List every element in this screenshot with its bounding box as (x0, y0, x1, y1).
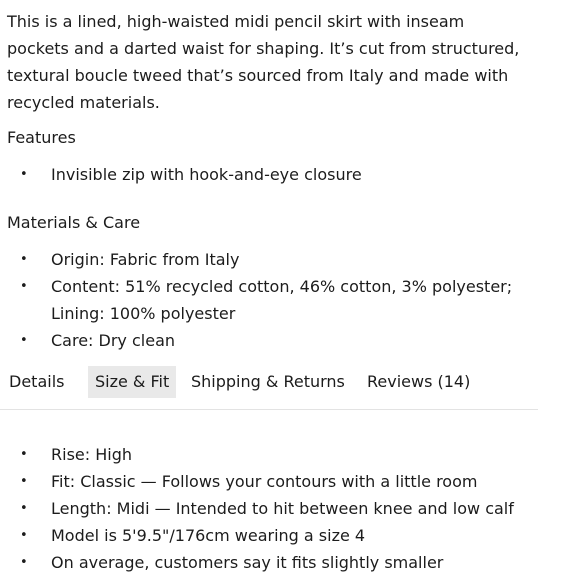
product-description: This is a lined, high-waisted midi pencil skirt with inseam pockets and a darted waist for shaping. It’s cut from structured, textural boucle tweed that’s sourced from Italy and made with recycled materials. (7, 12, 520, 112)
tab-shipping-returns[interactable]: Shipping & Returns (191, 372, 345, 391)
features-list (0, 161, 540, 188)
list-item: • Rise: High (0, 441, 540, 468)
list-item: • Care: Dry clean (0, 327, 540, 354)
tab-details[interactable]: Details (9, 372, 65, 391)
list-item: • Length: Midi — Intended to hit between knee and low calf (0, 495, 540, 522)
list-item: • Content: 51% recycled cotton, 46% cotton, 3% polyester; Lining: 100% polyester (0, 273, 540, 327)
list-item: • Invisible zip with hook-and-eye closure (0, 161, 540, 188)
tabs-divider (0, 409, 538, 410)
product-info-tabs (0, 366, 540, 398)
list-item: • On average, customers say it fits slightly smaller (0, 549, 540, 576)
size-fit-list (0, 441, 540, 576)
features-heading: Features (7, 128, 76, 147)
tab-size-fit[interactable]: Size & Fit (88, 366, 176, 398)
list-item: • Model is 5'9.5"/176cm wearing a size 4 (0, 522, 540, 549)
list-item: • Fit: Classic — Follows your contours with a little room (0, 468, 540, 495)
list-item: • Origin: Fabric from Italy (0, 246, 540, 273)
materials-care-list (0, 246, 540, 354)
tab-reviews[interactable]: Reviews (14) (367, 372, 471, 391)
materials-care-heading: Materials & Care (7, 213, 141, 232)
